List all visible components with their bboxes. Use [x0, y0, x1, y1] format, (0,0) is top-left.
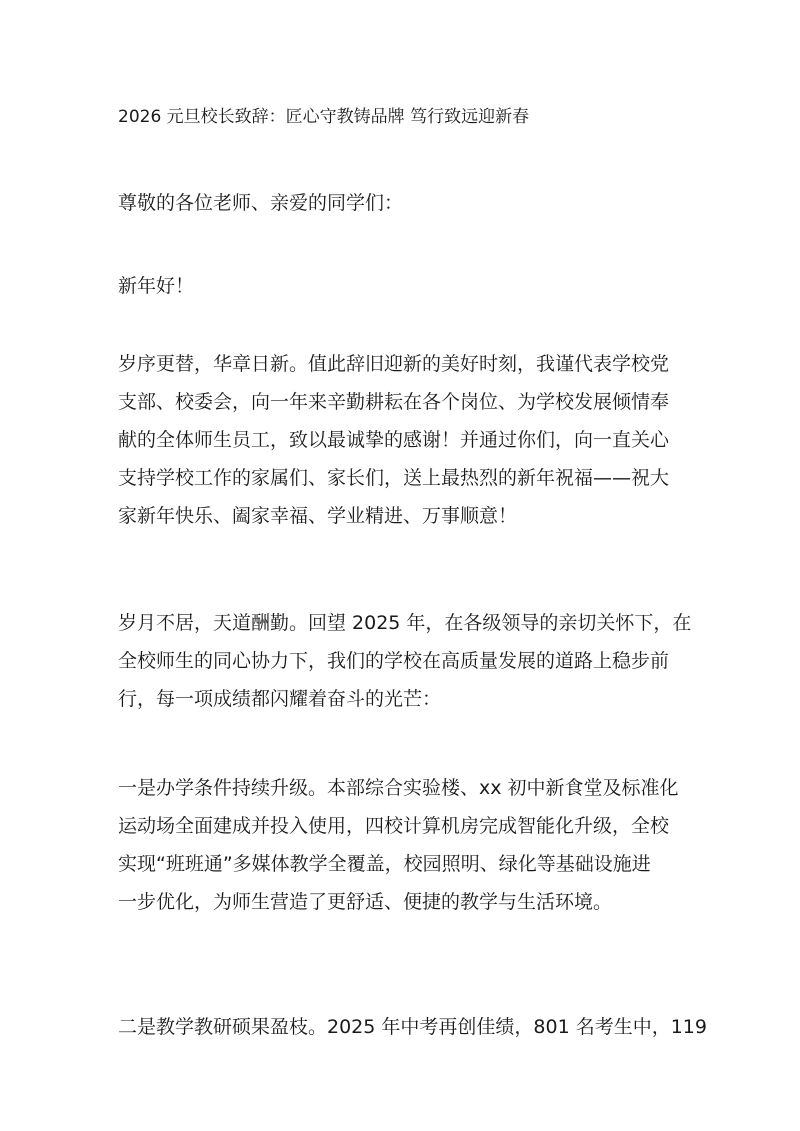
paragraph-review — [118, 604, 692, 718]
paragraph-line: 一是办学条件持续升级。本部综合实验楼、xx 初中新食堂及标准化 — [118, 777, 679, 799]
paragraph-line: 支部、校委会，向一年来辛勤耕耘在各个岗位、为学校发展倾情奉 — [118, 391, 670, 413]
paragraph-line: 家新年快乐、阖家幸福、学业精进、万事顺意！ — [118, 505, 518, 527]
paragraph-line: 二是教学教研硕果盈枝。2025 年中考再创佳绩，801 名考生中，119 — [118, 1016, 707, 1038]
paragraph-line: 岁序更替，华章日新。值此辞旧迎新的美好时刻，我谨代表学校党 — [118, 353, 670, 375]
paragraph-line: 全校师生的同心协力下，我们的学校在高质量发展的道路上稳步前 — [118, 650, 670, 672]
paragraph-intro — [118, 345, 688, 535]
paragraph-facilities — [118, 769, 688, 921]
paragraph-teaching — [118, 1008, 707, 1046]
paragraph-line: 支持学校工作的家属们、家长们，送上最热烈的新年祝福——祝大 — [118, 467, 670, 489]
paragraph-line: 实现“班班通”多媒体教学全覆盖，校园照明、绿化等基础设施进 — [118, 853, 651, 875]
paragraph-line: 行，每一项成绩都闪耀着奋斗的光芒： — [118, 688, 442, 710]
greeting: 新年好！ — [118, 275, 195, 297]
document-title: 2026 元旦校长致辞：匠心守教铸品牌 笃行致远迎新春 — [118, 107, 530, 127]
paragraph-line: 运动场全面建成并投入使用，四校计算机房完成智能化升级，全校 — [118, 815, 670, 837]
paragraph-line: 献的全体师生员工，致以最诚挚的感谢！并通过你们，向一直关心 — [118, 429, 670, 451]
paragraph-line: 岁月不居，天道酬勤。回望 2025 年，在各级领导的亲切关怀下，在 — [118, 612, 692, 634]
paragraph-line: 一步优化，为师生营造了更舒适、便捷的教学与生活环境。 — [118, 891, 613, 913]
salutation: 尊敬的各位老师、亲爱的同学们： — [118, 192, 404, 214]
